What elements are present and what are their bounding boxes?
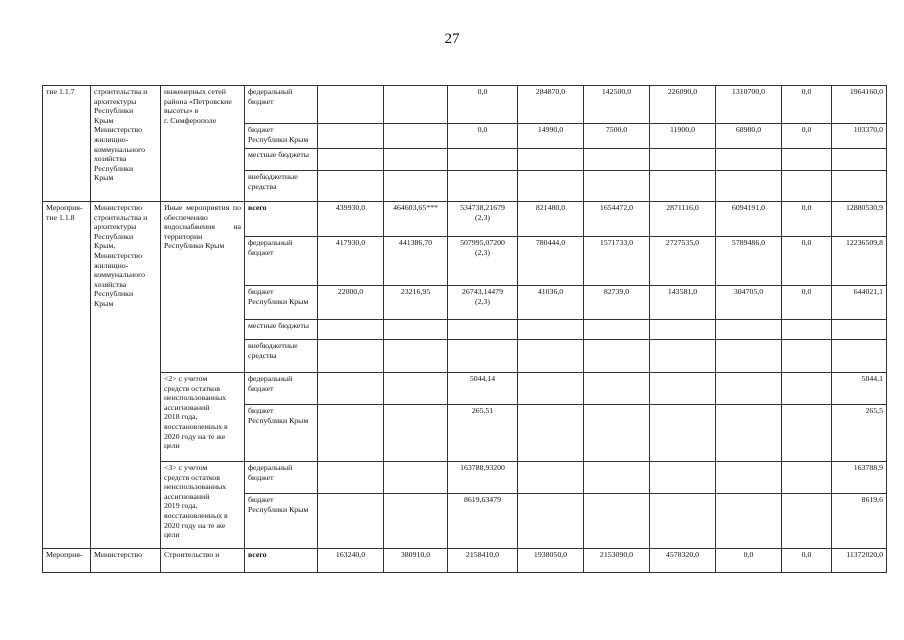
cell-value-text: 103370,0	[853, 125, 883, 134]
cell-value-text: 1310700,0	[731, 87, 766, 96]
table-cell-source: федеральный бюджет	[245, 237, 318, 286]
cell-value-text: 7500,0	[605, 125, 628, 134]
table-cell-value	[584, 237, 650, 286]
table-cell-value	[716, 549, 782, 573]
table-cell-value	[448, 373, 518, 405]
cell-value-text: 2158410,0	[465, 550, 500, 559]
table-cell-measure: Мероприя-	[43, 549, 91, 573]
table-cell-value	[448, 171, 518, 202]
table-cell-value	[716, 462, 782, 494]
table-cell-measure: Мероприя- тие 1.1.8	[43, 202, 91, 549]
table-cell-value	[584, 320, 650, 340]
table-row	[43, 549, 887, 573]
table-cell-value	[832, 320, 887, 340]
cell-value-text: 2153090,0	[599, 550, 634, 559]
cell-value-text: 8619,63479	[463, 495, 502, 504]
table-cell-value	[832, 171, 887, 202]
cell-value-text: 163788,93200	[460, 463, 505, 472]
table-row	[43, 86, 887, 124]
cell-value-text: 11900,0	[669, 125, 696, 134]
table-cell-value	[716, 286, 782, 320]
table-cell-value	[650, 124, 716, 149]
cell-value-text: 1964160,0	[849, 87, 883, 96]
table-cell-value	[518, 340, 584, 373]
table-cell-value	[782, 149, 832, 171]
table-cell-value	[832, 237, 887, 286]
table-cell-source: бюджет Республики Крым	[245, 286, 318, 320]
page-number: 27	[444, 31, 460, 47]
table-cell-value	[832, 286, 887, 320]
cell-value-text: 4578320,0	[665, 550, 700, 559]
table-cell-value	[384, 86, 448, 124]
cell-value-text: 0,0	[477, 125, 488, 134]
cell-value-text: 6094191,0	[731, 203, 766, 212]
table-cell-value	[782, 549, 832, 573]
table-row	[43, 462, 887, 494]
table-cell-source: всего	[245, 202, 318, 237]
table-cell-value	[716, 124, 782, 149]
cell-value-text: 26743,14479	[462, 287, 503, 296]
table-cell-source: бюджет Республики Крым	[245, 494, 318, 549]
table-cell-value	[716, 237, 782, 286]
table-cell-value	[650, 340, 716, 373]
table-cell-value	[782, 171, 832, 202]
cell-value-text: 0,0	[801, 203, 812, 212]
table-cell-value	[782, 405, 832, 462]
table-cell-value	[448, 202, 518, 237]
table-cell-value	[584, 373, 650, 405]
table-cell-value	[448, 286, 518, 320]
table-cell-value	[584, 405, 650, 462]
table-cell-value	[518, 462, 584, 494]
table-cell-value	[650, 373, 716, 405]
table-cell-value	[650, 494, 716, 549]
table-cell-value	[584, 124, 650, 149]
table-cell-value	[832, 462, 887, 494]
table-cell-value	[518, 202, 584, 237]
table-cell-note: <2> с учетом средств остатков неиспользованных ассигнований 2018 года, восстановленных в 2020 году на те же цели	[161, 373, 245, 462]
table-cell-value	[716, 202, 782, 237]
cell-value-text: 11372020,0	[846, 550, 883, 559]
table-cell-value	[832, 149, 887, 171]
table-cell-value	[384, 320, 448, 340]
table-cell-value	[716, 373, 782, 405]
table-cell-value	[716, 86, 782, 124]
table-cell-value	[318, 373, 384, 405]
table-cell-value	[832, 86, 887, 124]
table-cell-value	[518, 171, 584, 202]
cell-value-text: 41036,0	[537, 287, 564, 296]
cell-value-text: 68980,0	[735, 125, 762, 134]
table-cell-value	[318, 171, 384, 202]
table-cell-value	[448, 405, 518, 462]
table-cell-value	[518, 494, 584, 549]
table-cell-value	[448, 149, 518, 171]
table-cell-source: внебюджетные средства	[245, 171, 318, 202]
table-cell-value	[782, 202, 832, 237]
table-cell-value	[384, 202, 448, 237]
table-cell-description: Иные мероприятия по обеспечению водоснабжения на территории Республики Крым	[161, 202, 245, 373]
cell-value-text: 644021,1	[853, 287, 883, 296]
table-cell-value	[650, 202, 716, 237]
cell-value-text: 2727535,0	[665, 238, 700, 247]
table-cell-executor: строительства и архитектуры Республики Крым Министерство жилищно- коммунального хозяйства Республики Крым	[91, 86, 161, 202]
table-cell-value	[782, 124, 832, 149]
table-cell-value	[518, 549, 584, 573]
table-cell-value	[584, 86, 650, 124]
table-cell-source: федеральный бюджет	[245, 462, 318, 494]
table-cell-value	[584, 462, 650, 494]
cell-value-text: 304705,0	[733, 287, 764, 296]
cell-value-text: 2871116,0	[666, 203, 699, 212]
cell-value-text: 23216,95	[400, 287, 431, 296]
table-cell-value	[782, 86, 832, 124]
cell-value-text: 14990,0	[537, 125, 564, 134]
table-cell-value	[384, 494, 448, 549]
table-cell-value	[318, 86, 384, 124]
cell-value-text: 226090,0	[667, 87, 698, 96]
cell-value-text: 163788,9	[853, 463, 883, 472]
table-cell-value	[318, 549, 384, 573]
table-cell-value	[384, 373, 448, 405]
table-cell-value	[782, 286, 832, 320]
table-cell-source: бюджет Республики Крым	[245, 124, 318, 149]
table-cell-value	[518, 286, 584, 320]
table-cell-source: всего	[245, 549, 318, 573]
table-cell-value	[448, 86, 518, 124]
cell-value-text: 417930,0	[335, 238, 366, 247]
cell-value-text: 441386,70	[398, 238, 433, 247]
cell-value-text: 265,5	[865, 406, 883, 415]
table-cell-value	[384, 462, 448, 494]
cell-value-text: 5789486,0	[731, 238, 766, 247]
cell-value-text: 0,0	[477, 87, 488, 96]
table-cell-value	[832, 549, 887, 573]
cell-value-text: 507995,07200	[460, 238, 505, 247]
cell-value-text: 22000,0	[337, 287, 364, 296]
table-cell-value	[782, 340, 832, 373]
cell-value-text: 5044,1	[861, 374, 883, 383]
table-cell-value	[782, 237, 832, 286]
table-cell-value	[384, 237, 448, 286]
table-cell-value	[782, 462, 832, 494]
table-cell-value	[518, 149, 584, 171]
cell-value-text: 0,0	[801, 287, 812, 296]
cell-value-text: 163240,0	[335, 550, 366, 559]
table-cell-value	[384, 405, 448, 462]
cell-value-note: (2,3)	[475, 247, 490, 257]
table-cell-note: <3> с учетом средств остатков неиспользованных ассигнований 2019 года, восстановленных в 2020 году на те же цели	[161, 462, 245, 549]
table-cell-value	[716, 405, 782, 462]
table-cell-source: федеральный бюджет	[245, 86, 318, 124]
cell-value-text: 8619,6	[861, 495, 883, 504]
table-cell-value	[584, 171, 650, 202]
cell-value-text: 265,51	[471, 406, 494, 415]
cell-value-text: 12880530,9	[845, 203, 883, 212]
table-cell-value	[650, 462, 716, 494]
cell-value-text: 464603,65***	[393, 203, 438, 212]
table-cell-value	[650, 286, 716, 320]
table-cell-value	[832, 405, 887, 462]
cell-value-text: 82739,0	[603, 287, 630, 296]
table-cell-value	[318, 340, 384, 373]
table-cell-value	[832, 340, 887, 373]
cell-value-text: 5044,14	[469, 374, 496, 383]
table-cell-executor: Министерство строительства и архитектуры Республики Крым, Министерство жилищно- коммунального хозяйства Республики Крым	[91, 202, 161, 549]
table-cell-value	[716, 320, 782, 340]
table-cell-value	[518, 124, 584, 149]
table-cell-value	[448, 340, 518, 373]
table-cell-description: Строительство и	[161, 549, 245, 573]
table-cell-value	[384, 286, 448, 320]
table-cell-value	[318, 462, 384, 494]
table-cell-value	[384, 171, 448, 202]
table-cell-value	[584, 149, 650, 171]
table-cell-source: местные бюджеты	[245, 149, 318, 171]
table-cell-value	[650, 237, 716, 286]
cell-value-text: 821480,0	[535, 203, 566, 212]
cell-value-text: 284870,0	[535, 87, 566, 96]
table-cell-value	[832, 124, 887, 149]
table-cell-value	[716, 171, 782, 202]
table-cell-value	[584, 340, 650, 373]
table-cell-value	[448, 320, 518, 340]
table-cell-value	[318, 286, 384, 320]
table-cell-value	[518, 373, 584, 405]
table-cell-value	[650, 171, 716, 202]
table-cell-source: бюджет Республики Крым	[245, 405, 318, 462]
table-cell-value	[318, 124, 384, 149]
table-cell-value	[384, 149, 448, 171]
table-cell-value	[650, 149, 716, 171]
cell-value-text: 380910,0	[400, 550, 431, 559]
table-cell-value	[318, 320, 384, 340]
table-cell-value	[832, 202, 887, 237]
table-cell-value	[650, 405, 716, 462]
table-cell-value	[318, 405, 384, 462]
table-cell-value	[518, 86, 584, 124]
table-row	[43, 202, 887, 237]
table-cell-executor: Министерство	[91, 549, 161, 573]
table-cell-value	[318, 202, 384, 237]
table-cell-value	[584, 286, 650, 320]
table-cell-value	[518, 320, 584, 340]
cell-value-text: 534738,21679	[460, 203, 505, 212]
cell-value-text: 1938050,0	[533, 550, 568, 559]
table-cell-value	[448, 494, 518, 549]
budget-table	[42, 85, 887, 573]
table-cell-value	[384, 124, 448, 149]
table-cell-value	[782, 320, 832, 340]
cell-value-text: 12236509,8	[845, 238, 883, 247]
table-cell-value	[782, 373, 832, 405]
cell-value-text: 1571733,0	[599, 238, 634, 247]
table-cell-source: внебюджетные средства	[245, 340, 318, 373]
table-cell-value	[716, 340, 782, 373]
table-cell-value	[518, 405, 584, 462]
table-cell-value	[518, 237, 584, 286]
table-cell-source: федеральный бюджет	[245, 373, 318, 405]
table-cell-value	[716, 149, 782, 171]
table-cell-value	[584, 202, 650, 237]
table-cell-value	[584, 549, 650, 573]
table-cell-value	[384, 549, 448, 573]
table-cell-value	[832, 494, 887, 549]
cell-value-text: 1654472,0	[599, 203, 634, 212]
table-cell-value	[782, 494, 832, 549]
cell-value-text: 142500,0	[601, 87, 632, 96]
table-cell-value	[650, 549, 716, 573]
cell-value-note: (2,3)	[475, 212, 490, 222]
table-cell-value	[650, 86, 716, 124]
table-cell-value	[584, 494, 650, 549]
table-cell-value	[716, 494, 782, 549]
table-cell-measure: тие 1.1.7	[43, 86, 91, 202]
table-cell-source: местные бюджеты	[245, 320, 318, 340]
cell-value-text: 0,0	[801, 550, 812, 559]
cell-value-text: 0,0	[801, 238, 812, 247]
cell-value-text: 143581,0	[667, 287, 698, 296]
table-cell-value	[318, 494, 384, 549]
cell-value-text: 0,0	[801, 125, 812, 134]
table-row	[43, 373, 887, 405]
table-cell-value	[448, 549, 518, 573]
table-cell-value	[650, 320, 716, 340]
table-cell-value	[448, 237, 518, 286]
table-cell-value	[448, 462, 518, 494]
cell-value-text: 439930,0	[335, 203, 366, 212]
table-cell-description: инженерных сетей района «Петровские высоты» в г. Симферополе	[161, 86, 245, 202]
cell-value-text: 0,0	[743, 550, 754, 559]
table-cell-value	[448, 124, 518, 149]
table-cell-value	[384, 340, 448, 373]
cell-value-text: 780444,0	[535, 238, 566, 247]
cell-value-text: 0,0	[801, 87, 812, 96]
table-cell-value	[318, 237, 384, 286]
cell-value-note: (2,3)	[475, 296, 490, 306]
table-cell-value	[832, 373, 887, 405]
table-cell-value	[318, 149, 384, 171]
